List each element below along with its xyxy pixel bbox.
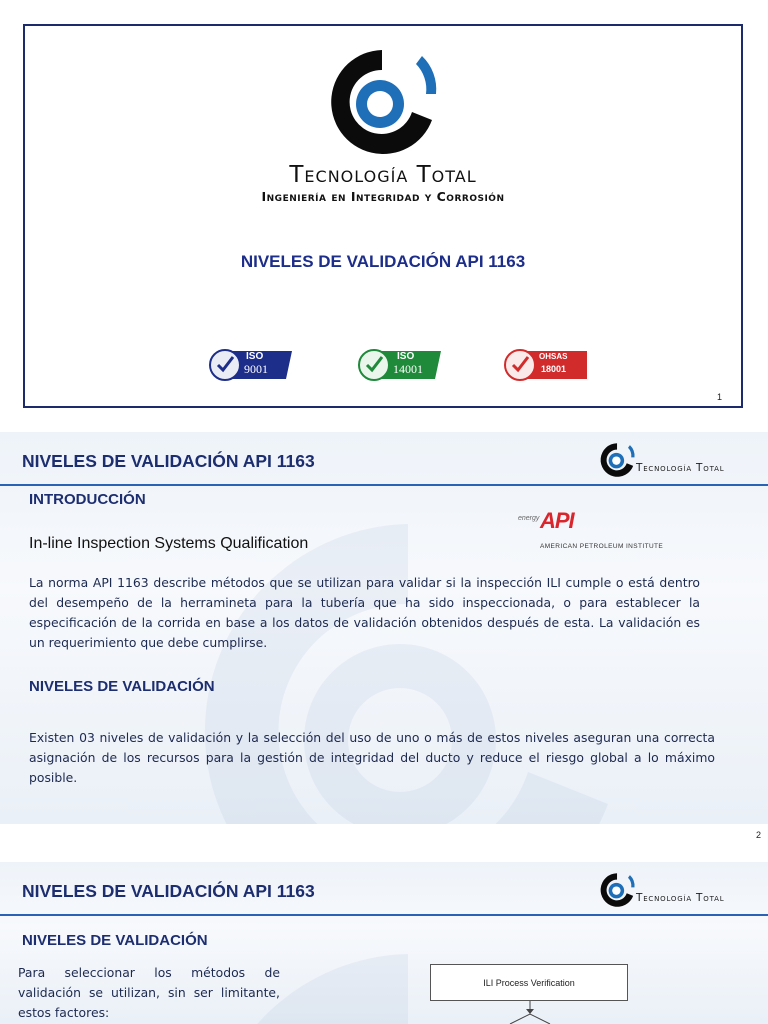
ohsas-18001-badge xyxy=(503,348,587,382)
slide-title: NIVELES DE VALIDACIÓN API 1163 xyxy=(240,252,526,271)
api-mark: API xyxy=(540,508,574,533)
slide-header xyxy=(0,862,768,916)
page-number: 1 xyxy=(716,392,722,402)
iso-9001-badge xyxy=(208,348,292,382)
brand-title: Tecnología Total xyxy=(289,162,477,188)
brand-name: Tecnología Total xyxy=(636,892,725,904)
api-energy-text: energy xyxy=(518,515,540,522)
diagram-arrow xyxy=(505,1001,555,1024)
brand-tagline: Ingeniería en Integridad y Corrosión xyxy=(261,189,505,204)
tecnologia-total-logo xyxy=(320,42,450,162)
slide-2 xyxy=(0,432,768,824)
slide-header xyxy=(0,432,768,486)
intro-heading: INTRODUCCIÓN xyxy=(29,491,146,508)
header-title: NIVELES DE VALIDACIÓN API 1163 xyxy=(22,881,315,901)
badge-code: 14001 xyxy=(393,362,423,376)
page-number-2: 2 xyxy=(756,830,762,840)
tecnologia-total-logo xyxy=(597,440,639,480)
iso-14001-badge xyxy=(357,348,441,382)
intro-paragraph: La norma API 1163 describe métodos que se utilizan para validar si la inspección ILI cumple o está dentro del desempeño de la herramineta para la tubería que ha sido inspeccionada, o para establecer la especificación de la corrida en base a los datos de validación obtenidos después de esta. La validación es un requerimiento que debe cumplirse. xyxy=(29,575,700,650)
subheading: In-line Inspection Systems Qualification xyxy=(29,535,309,552)
badge-label: OHSAS xyxy=(539,352,568,361)
brand-name: Tecnología Total xyxy=(636,462,725,474)
slide-3 xyxy=(0,862,768,1024)
tecnologia-total-logo xyxy=(597,870,639,910)
levels-paragraph: Existen 03 niveles de validación y la selección del uso de uno o más de estos niveles aseguran una correcta asignación de los recursos para la gestión de integridad del ducto y reduce el riesgo global a lo máximo posible. xyxy=(29,730,715,785)
header-divider xyxy=(0,484,768,486)
diagram-box-ili-process-verification: ILI Process Verification xyxy=(430,964,628,1001)
levels-heading: NIVELES DE VALIDACIÓN xyxy=(22,932,208,949)
factors-paragraph: Para seleccionar los métodos de validación se utilizan, sin ser limitante, estos factores: xyxy=(18,965,280,1020)
badge-label: ISO xyxy=(397,351,415,362)
badge-code: 9001 xyxy=(244,362,268,376)
badge-code: 18001 xyxy=(541,364,567,374)
api-caption: AMERICAN PETROLEUM INSTITUTE xyxy=(540,543,664,550)
header-title: NIVELES DE VALIDACIÓN API 1163 xyxy=(22,451,315,471)
header-divider xyxy=(0,914,768,916)
badge-label: ISO xyxy=(246,351,264,362)
levels-heading: NIVELES DE VALIDACIÓN xyxy=(29,678,215,695)
slide-1 xyxy=(23,24,743,408)
